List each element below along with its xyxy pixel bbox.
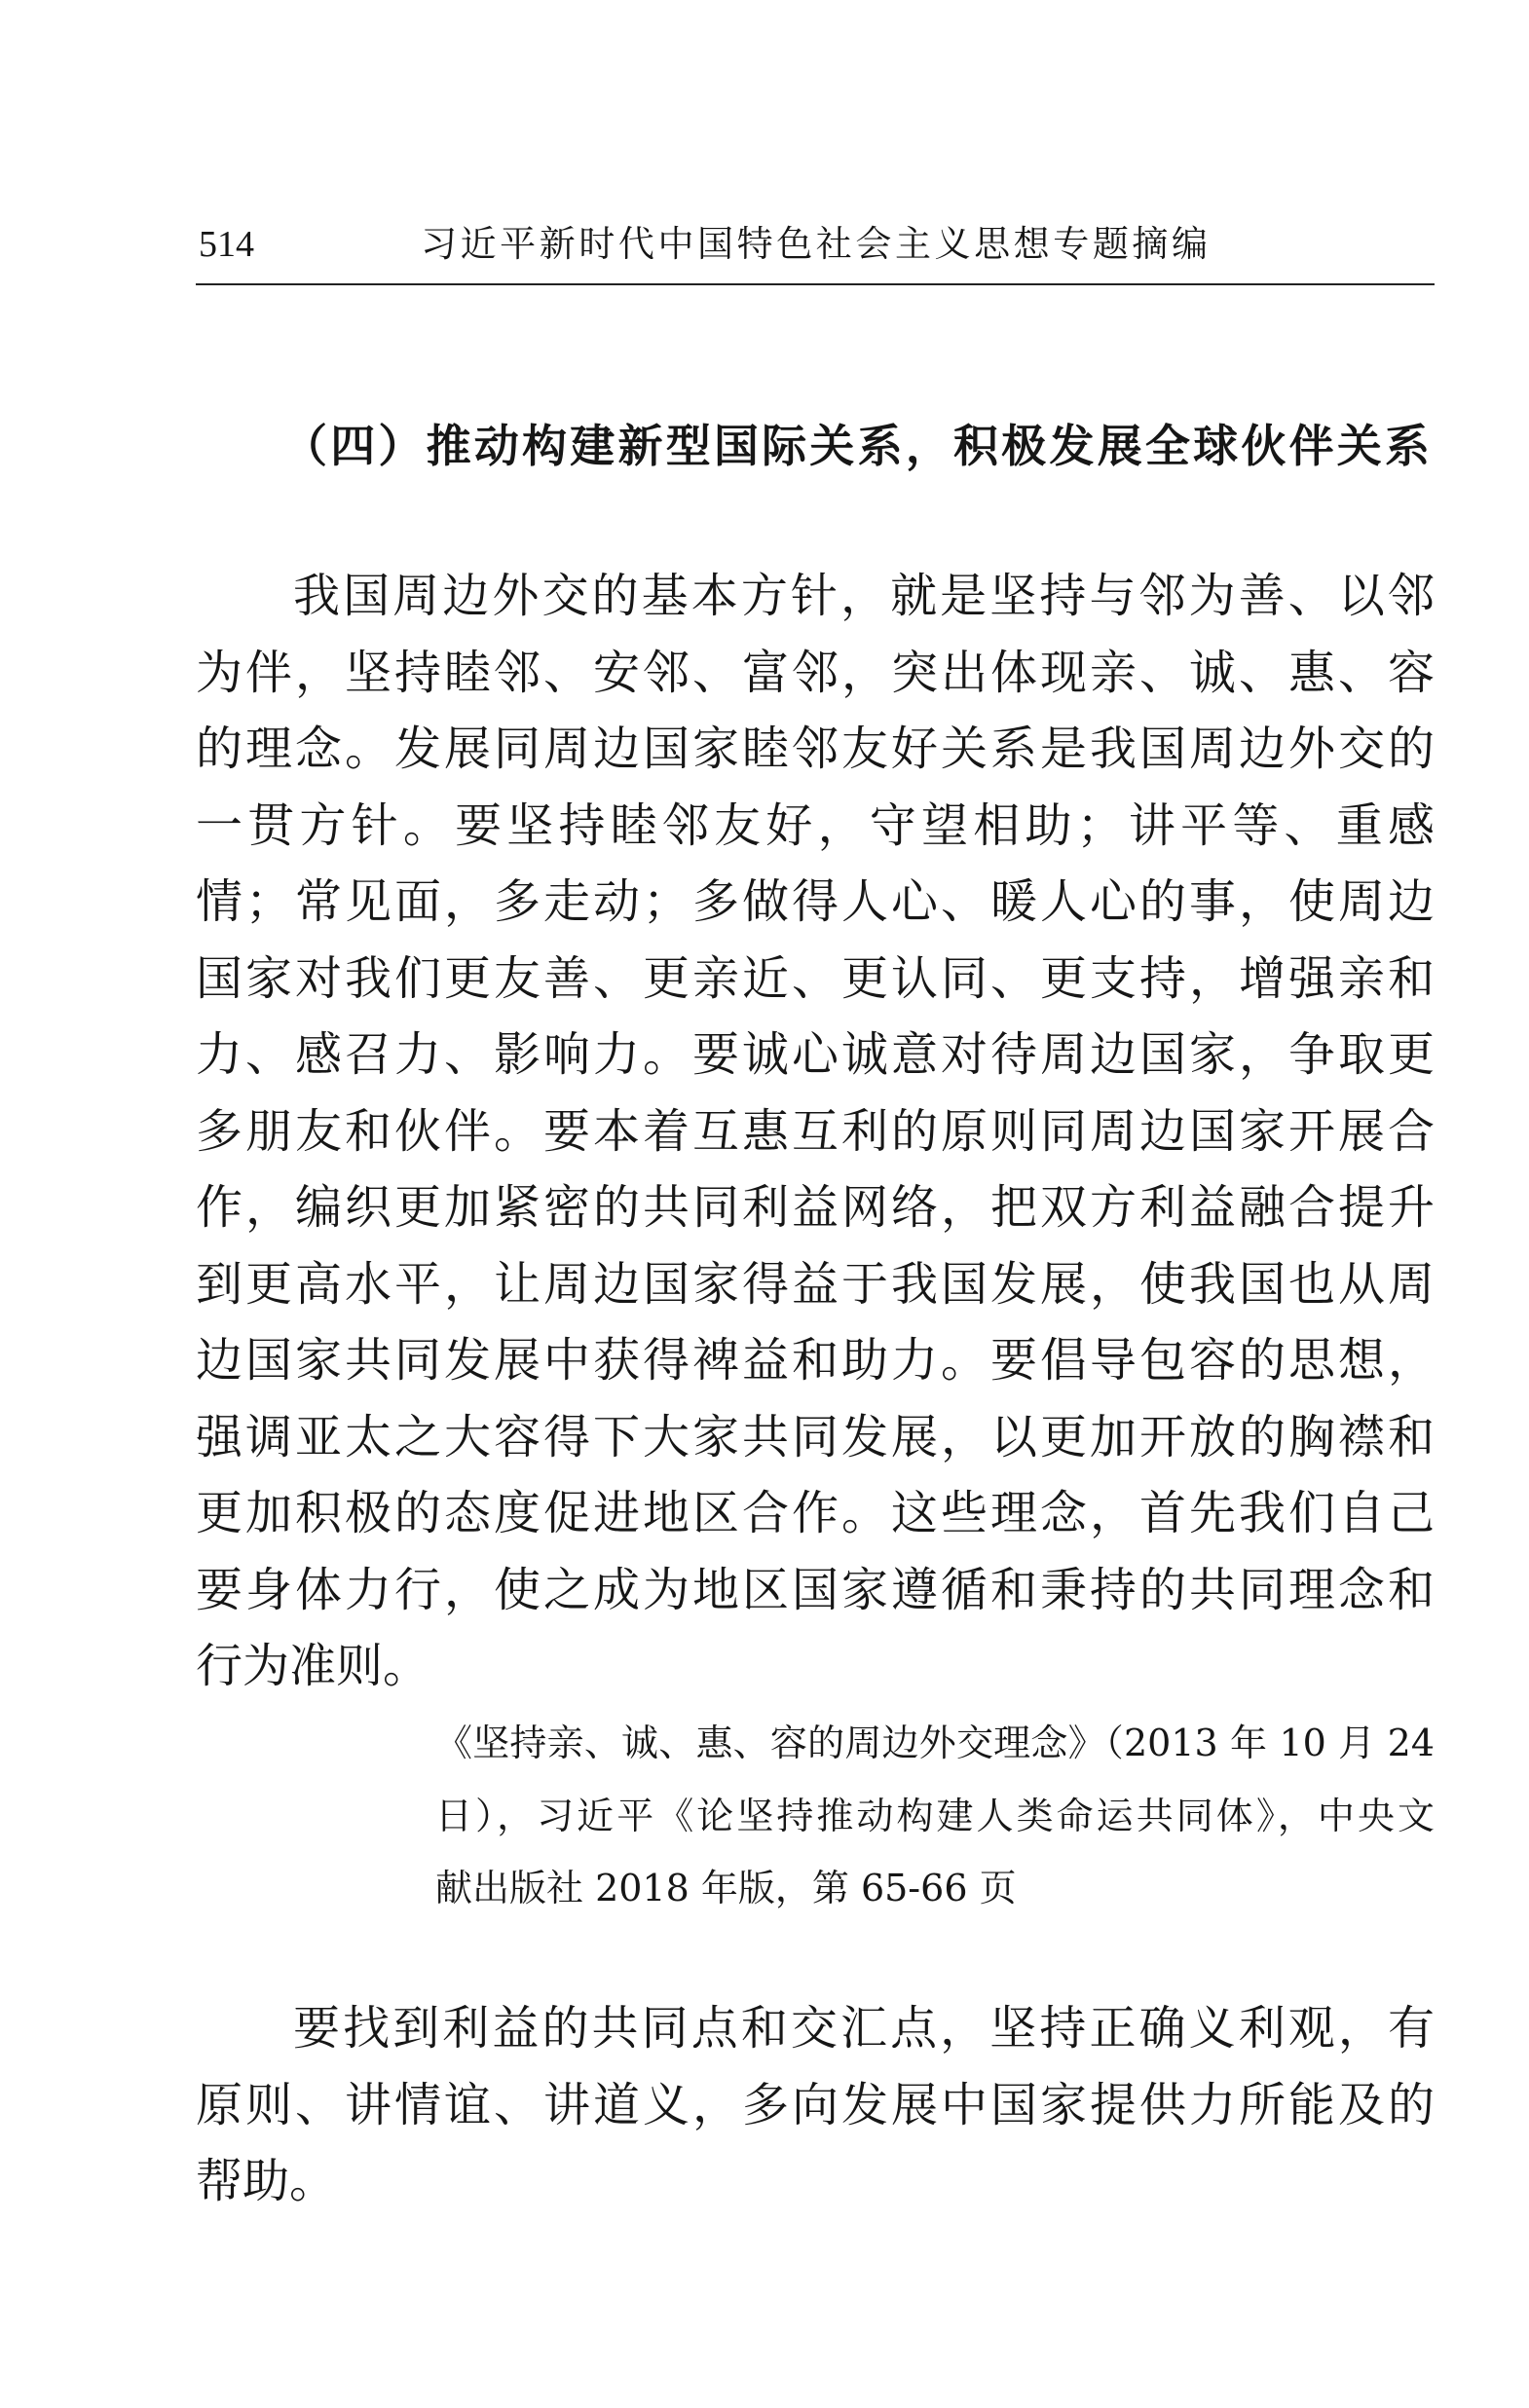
- paragraph-line: 情；常见面，多走动；多做得人心、暖人心的事，使周边: [196, 874, 1435, 929]
- paragraph-line: 一贯方针。要坚持睦邻友好，守望相助；讲平等、重感: [196, 798, 1435, 853]
- page-number: 514: [199, 224, 254, 265]
- paragraph-line: 边国家共同发展中获得裨益和助力。要倡导包容的思想，: [196, 1333, 1435, 1388]
- paragraph-line: 国家对我们更友善、更亲近、更认同、更支持，增强亲和: [196, 951, 1435, 1006]
- paragraph-line: 原则、讲情谊、讲道义，多向发展中国家提供力所能及的: [196, 2078, 1435, 2132]
- paragraph-line: 多朋友和伙伴。要本着互惠互利的原则同周边国家开展合: [196, 1104, 1435, 1159]
- paragraph-line: 要身体力行，使之成为地区国家遵循和秉持的共同理念和: [196, 1563, 1435, 1617]
- paragraph-line: 为伴，坚持睦邻、安邻、富邻，突出体现亲、诚、惠、容: [196, 646, 1435, 700]
- paragraph-line: 作，编织更加紧密的共同利益网络，把双方利益融合提升: [196, 1180, 1435, 1235]
- citation-line: 《坚持亲、诚、惠、容的周边外交理念》（2013 年 10 月 24: [435, 1722, 1435, 1764]
- header-rule: [196, 283, 1435, 285]
- section-heading: （四）推动构建新型国际关系，积极发展全球伙伴关系: [282, 420, 1430, 472]
- citation-line: 日），习近平《论坚持推动构建人类命运共同体》，中央文: [435, 1795, 1435, 1837]
- paragraph-line: 更加积极的态度促进地区合作。这些理念，首先我们自己: [196, 1486, 1435, 1540]
- running-header-title: 习近平新时代中国特色社会主义思想专题摘编: [421, 223, 1208, 265]
- paragraph-line: 我国周边外交的基本方针，就是坚持与邻为善、以邻: [293, 569, 1435, 623]
- paragraph-line: 帮助。: [196, 2154, 337, 2208]
- citation-line: 献出版社 2018 年版，第 65-66 页: [435, 1867, 1017, 1909]
- paragraph-line: 行为准则。: [196, 1639, 430, 1693]
- paragraph-line: 到更高水平，让周边国家得益于我国发展，使我国也从周: [196, 1257, 1435, 1312]
- paragraph-line: 强调亚太之大容得下大家共同发展，以更加开放的胸襟和: [196, 1410, 1435, 1464]
- paragraph-line: 的理念。发展同周边国家睦邻友好关系是我国周边外交的: [196, 722, 1435, 776]
- paragraph-line: 力、感召力、影响力。要诚心诚意对待周边国家，争取更: [196, 1027, 1435, 1082]
- paragraph-line: 要找到利益的共同点和交汇点，坚持正确义利观，有: [293, 2001, 1435, 2056]
